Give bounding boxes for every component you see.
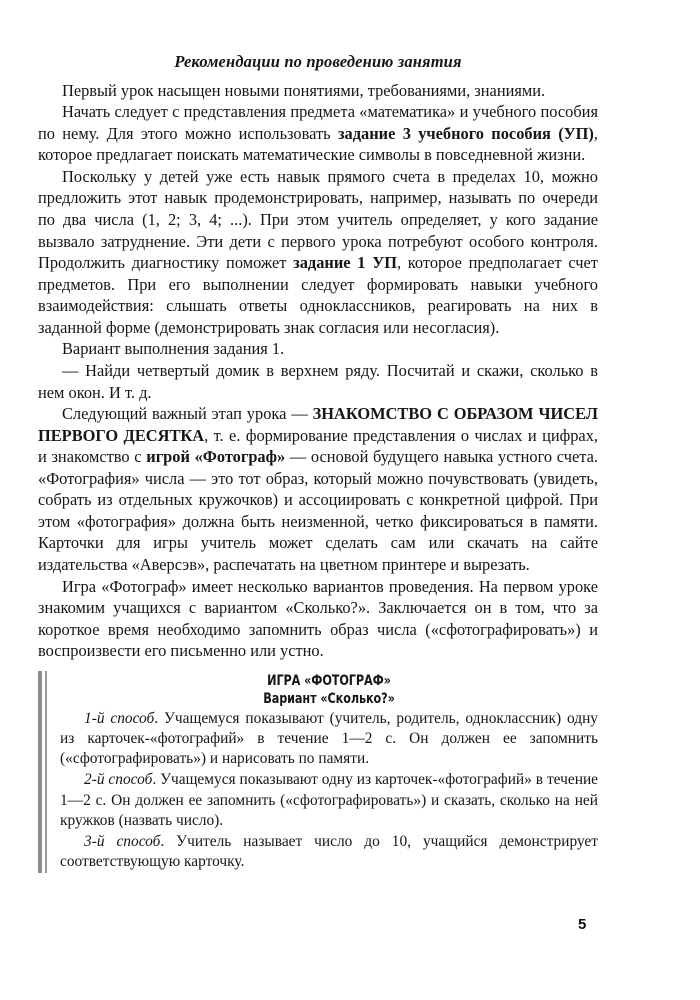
page-content xyxy=(38,52,598,873)
text-run: , т. е. формирование представления о числах и цифрах, и знакомство с xyxy=(38,425,598,467)
paragraph-subject-presentation xyxy=(38,101,598,166)
text-run: , которое предлагает поискать математические символы в повседневной жизни. xyxy=(38,123,598,165)
text-run: , которое предполагает счет предметов. При его выполнении следует формировать навыки учебного взаимодействия: слышать ответы одноклассников, реагировать на них в заданной форме (демонстрировать знак согласия или несогласия). xyxy=(38,253,598,337)
text-run: Игра «Фотограф» имеет несколько вариантов проведения. На первом уроке знакомим учащихся с вариантом «Сколько?». Заключается он в том, что за короткое время необходимо запомнить образ числа («сфотографировать») и воспроизвести его письменно или устно. xyxy=(38,576,598,661)
text-run: Начать следует с представления предмета «математика» и учебного пособия по нему. Для этого можно использовать xyxy=(38,102,598,143)
text-run: Следующий важный этап урока — xyxy=(62,404,313,424)
paragraph-intro xyxy=(38,80,598,102)
page-number: 5 xyxy=(578,916,587,933)
game-callout-box xyxy=(38,671,598,873)
game-method-2 xyxy=(60,770,598,831)
text-run: — основой будущего навыка устного счета. «Фотография» числа — это тот образ, который можно почувствовать (увидеть, собрать из отдельных кружочков) и ассоциировать с конкретной цифрой. При этом «фотография» должна быть неизменной, четко фиксироваться в памяти. Карточки для игры учитель может сделать сам или скачать на сайте издательства «Аверсэв», распечатать на цветном принтере и вырезать. xyxy=(38,447,599,574)
paragraph-counting-skill xyxy=(38,166,598,339)
game-method-1-label: 1-й способ xyxy=(84,709,155,727)
game-method-3-label: 3-й способ xyxy=(84,833,161,851)
text-run: Поскольку у детей уже есть навык прямого счета в пределах 10, можно предложить этот навык продемонстрировать, например, называть по очереди по два числа (1, 2; 3, 4; ...). При этом учитель определяет, у кого задание вызвало затруднение. Эти дети с первого урока потребуют особого контроля. Продолжить диагностику поможет xyxy=(38,166,598,273)
game-method-2-text: . Учащемуся показывают одну из карточек-«фотографий» в течение 1—2 с. Он должен ее запомнить («сфотографировать») и сказать, сколько на ней кружков (назвать число). xyxy=(60,771,599,829)
callout-rule-thin xyxy=(45,671,47,873)
game-method-2-label: 2-й способ xyxy=(84,771,153,789)
game-method-1-text: . Учащемуся показывают (учитель, родитель, одноклассник) одну из карточек-«фотографий» в течение 1—2 с. Он должен ее запомнить («сфотографировать») и нарисовать по памяти. xyxy=(60,709,599,768)
emphasis-task1-up: задание 1 УП xyxy=(293,253,397,273)
text-run: — Найди четвертый домик в верхнем ряду. Посчитай и скажи, сколько в нем окон. И т. д. xyxy=(38,360,598,402)
emphasis-task3-up: задание 3 учебного пособия (УП) xyxy=(337,123,594,143)
paragraph-game-variants xyxy=(38,576,598,662)
game-heading-title: ИГРА «ФОТОГРАФ» xyxy=(267,672,391,689)
game-heading-variant: Вариант «Сколько?» xyxy=(263,690,395,707)
text-run: Вариант выполнения задания 1. xyxy=(62,339,285,359)
paragraph-intro-text: Первый урок насыщен новыми понятиями, требованиями, знаниями. xyxy=(62,80,546,100)
callout-rule-thick xyxy=(38,671,42,873)
emphasis-number-image-caps: ЗНАКОМСТВО С ОБРАЗОМ ЧИСЕЛ ПЕРВОГО ДЕСЯТКА xyxy=(38,404,598,445)
game-method-1 xyxy=(60,709,598,770)
game-method-3-text: . Учитель называет число до 10, учащийся демонстрирует соответствующую карточку. xyxy=(60,833,598,871)
game-method-3 xyxy=(60,832,598,873)
paragraph-task-variant-heading xyxy=(38,338,598,360)
emphasis-game-photographer: игрой «Фотограф» xyxy=(146,447,286,467)
paragraph-task-dialogue xyxy=(38,360,598,403)
page-title: Рекомендации по проведению занятия xyxy=(174,52,462,71)
paragraph-number-image-stage xyxy=(38,403,598,576)
